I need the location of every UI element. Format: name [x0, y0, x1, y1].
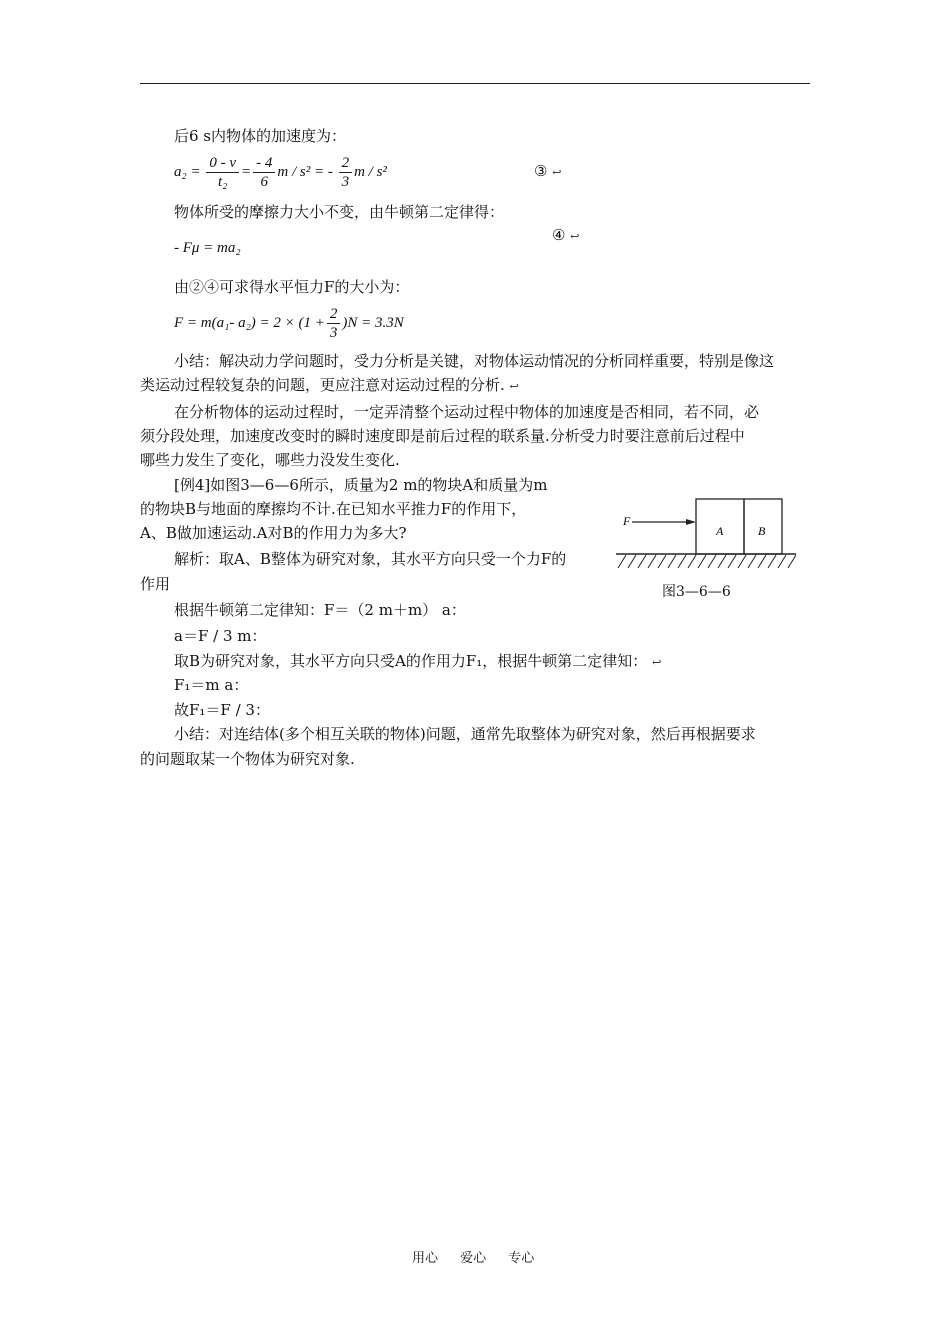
- text-line: 类运动过程较复杂的问题，更应注意对运动过程的分析. ↩: [140, 376, 519, 394]
- figure-caption: 图3—6—6: [662, 584, 731, 600]
- fraction: $\frac{2}{3}$: [339, 154, 353, 191]
- text-line: 哪些力发生了变化，哪些力没发生变化.: [140, 451, 400, 469]
- text-line: 作用: [140, 575, 171, 593]
- figure-blocks-diagram: [612, 494, 802, 576]
- text-line: 故F₁＝F / 3：: [174, 701, 270, 719]
- text-line: 小结：解决动力学问题时，受力分析是关键，对物体运动情况的分析同样重要，特别是像这: [174, 352, 775, 370]
- text-line: 物体所受的摩擦力大小不变，由牛顿第二定律得：: [174, 203, 505, 221]
- fraction: $\frac{- 4}{6}$: [253, 154, 275, 191]
- text-line: 须分段处理，加速度改变时的瞬时速度即是前后过程的联系量.分析受力时要注意前后过程中: [140, 427, 745, 445]
- text-line: [例4]如图3—6—6所示，质量为2 m的物块A和质量为m: [174, 476, 548, 494]
- equation-marker: ④ ↩: [552, 226, 580, 244]
- equation-marker: ③ ↩: [534, 162, 562, 180]
- header-rule: [140, 83, 810, 84]
- page-footer: 用心 爱心 专心: [412, 1251, 535, 1266]
- return-arrow-icon: ↩: [509, 380, 519, 393]
- text-line: 由②④可求得水平恒力F的大小为：: [174, 278, 410, 296]
- text-line: A、B做加速运动.A对B的作用力为多大?: [140, 524, 407, 542]
- text-line: 根据牛顿第二定律知：F＝（2 m＋m） a：: [174, 601, 466, 619]
- text-line: 的物块B与地面的摩擦均不计.在已知水平推力F的作用下，: [140, 500, 527, 518]
- force-label: F: [623, 514, 631, 528]
- text-line: 解析：取A、B整体为研究对象，其水平方向只受一个力F的: [174, 550, 567, 568]
- ground-hatching: [618, 555, 796, 568]
- text-line: F₁＝m a：: [174, 676, 249, 694]
- fraction: $\frac{2}{3}$: [327, 305, 341, 342]
- unit: m / s²: [277, 164, 311, 180]
- block-a-label: A: [716, 524, 724, 538]
- text-line: 在分析物体的运动过程时，一定弄清整个运动过程中物体的加速度是否相同，若不同，必: [174, 403, 760, 421]
- force-arrowhead: [686, 519, 696, 525]
- equation-acceleration: a₂ = $\frac{0 - v}{\text{t₂}}$ = $\frac{- 4}{6}$ m / s² = - $\frac{2}{3}$ m / s²: [174, 155, 387, 191]
- text-line: a＝F / 3 m：: [174, 627, 267, 645]
- text-line: 取B为研究对象，其水平方向只受A的作用力F₁，根据牛顿第二定律知： ↩: [174, 652, 662, 670]
- unit: m / s²: [354, 164, 387, 180]
- eq-lhs: a₂: [174, 164, 187, 180]
- return-arrow-icon: ↩: [552, 166, 562, 179]
- return-arrow-icon: ↩: [570, 230, 580, 243]
- block-b-label: B: [758, 524, 766, 538]
- equation-friction: - Fμ = ma₂: [174, 240, 241, 256]
- text-line: 后6 s内物体的加速度为：: [174, 127, 347, 145]
- equation-force: F = m(a₁- a₂) = 2 × (1 + $\frac{2}{3}$ )N = 3.3N: [174, 306, 404, 342]
- text-line: 的问题取某一个物体为研究对象.: [140, 750, 355, 768]
- text-line: 小结：对连结体(多个相互关联的物体)问题，通常先取整体为研究对象，然后再根据要求: [174, 725, 756, 743]
- return-arrow-icon: ↩: [652, 656, 662, 669]
- fraction: $\frac{0 - v}{\text{t₂}}$: [206, 154, 239, 191]
